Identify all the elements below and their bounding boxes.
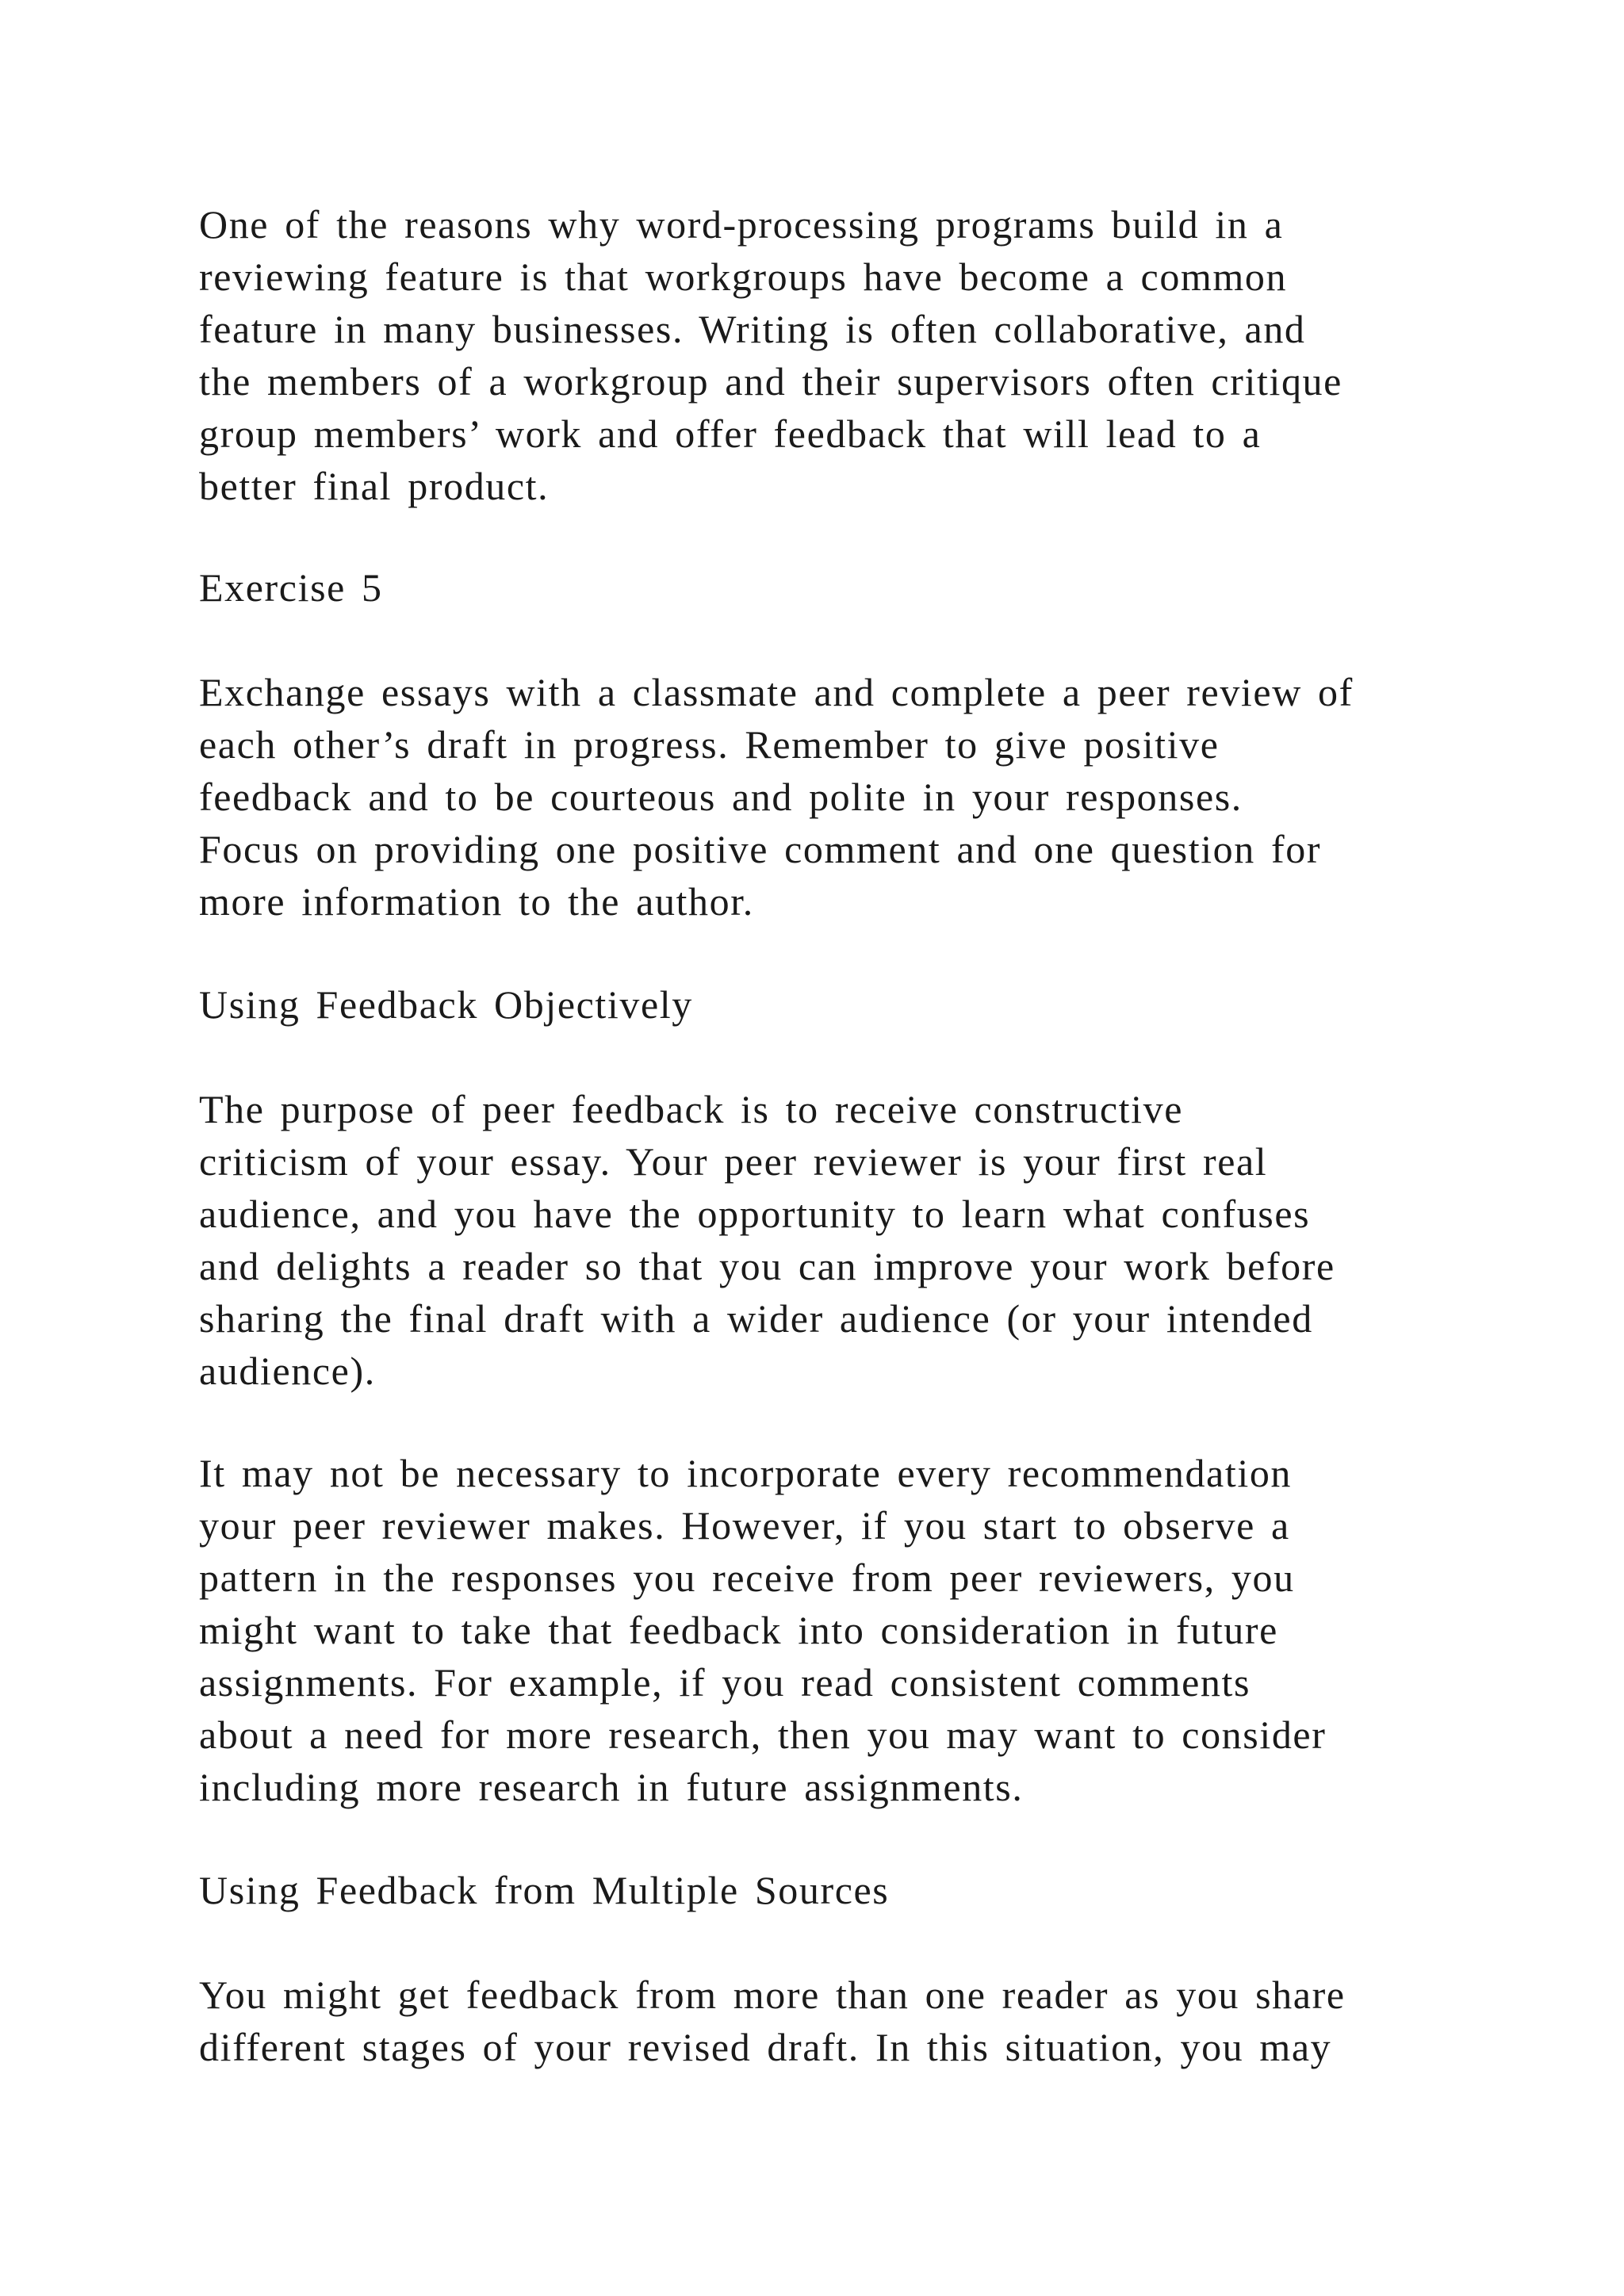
text-line: sharing the final draft with a wider audience (or your intended <box>199 1296 1313 1341</box>
text-line: audience, and you have the opportunity to learn what confuses <box>199 1192 1311 1236</box>
paragraph-feedback-from-more-readers <box>199 1969 1452 2073</box>
paragraph-incorporate-recommendations <box>199 1447 1452 1813</box>
text-line: criticism of your essay. Your peer reviewer is your first real <box>199 1139 1268 1184</box>
text-line: audience). <box>199 1349 376 1393</box>
heading-text: Exercise 5 <box>199 565 383 610</box>
text-line: each other’s draft in progress. Remember to give positive <box>199 722 1220 767</box>
text-line: You might get feedback from more than one reader as you share <box>199 1973 1346 2017</box>
text-line: Exchange essays with a classmate and complete a peer review of <box>199 670 1354 714</box>
text-line: different stages of your revised draft. In this situation, you may <box>199 2025 1332 2069</box>
heading-text: Using Feedback Objectively <box>199 982 693 1027</box>
text-line: might want to take that feedback into consideration in future <box>199 1608 1278 1652</box>
text-line: feature in many businesses. Writing is often collaborative, and <box>199 307 1306 351</box>
text-line: more information to the author. <box>199 879 754 924</box>
text-line: better final product. <box>199 464 550 508</box>
paragraph-purpose-of-peer-feedback <box>199 1083 1452 1397</box>
text-line: One of the reasons why word-processing programs build in a <box>199 202 1284 247</box>
heading-text: Using Feedback from Multiple Sources <box>199 1868 890 1912</box>
text-line: and delights a reader so that you can improve your work before <box>199 1244 1335 1288</box>
heading-exercise-5 <box>199 561 1452 614</box>
text-line: about a need for more research, then you may want to consider <box>199 1712 1327 1757</box>
text-line: Focus on providing one positive comment and one question for <box>199 827 1322 871</box>
text-line: assignments. For example, if you read consistent comments <box>199 1660 1251 1705</box>
paragraph-exchange-essays <box>199 666 1452 928</box>
text-line: The purpose of peer feedback is to receive constructive <box>199 1087 1184 1131</box>
paragraph-reviewing-feature <box>199 198 1452 512</box>
text-line: including more research in future assignments. <box>199 1765 1024 1809</box>
text-line: pattern in the responses you receive from peer reviewers, you <box>199 1556 1295 1600</box>
text-line: reviewing feature is that workgroups have become a common <box>199 254 1288 299</box>
text-line: feedback and to be courteous and polite in your responses. <box>199 775 1243 819</box>
heading-using-feedback-objectively <box>199 978 1452 1031</box>
text-line: group members’ work and offer feedback that will lead to a <box>199 411 1262 456</box>
text-line: your peer reviewer makes. However, if you start to observe a <box>199 1503 1290 1548</box>
text-line: It may not be necessary to incorporate every recommendation <box>199 1451 1293 1495</box>
heading-feedback-multiple-sources <box>199 1864 1452 1916</box>
text-line: the members of a workgroup and their supervisors often critique <box>199 359 1342 404</box>
